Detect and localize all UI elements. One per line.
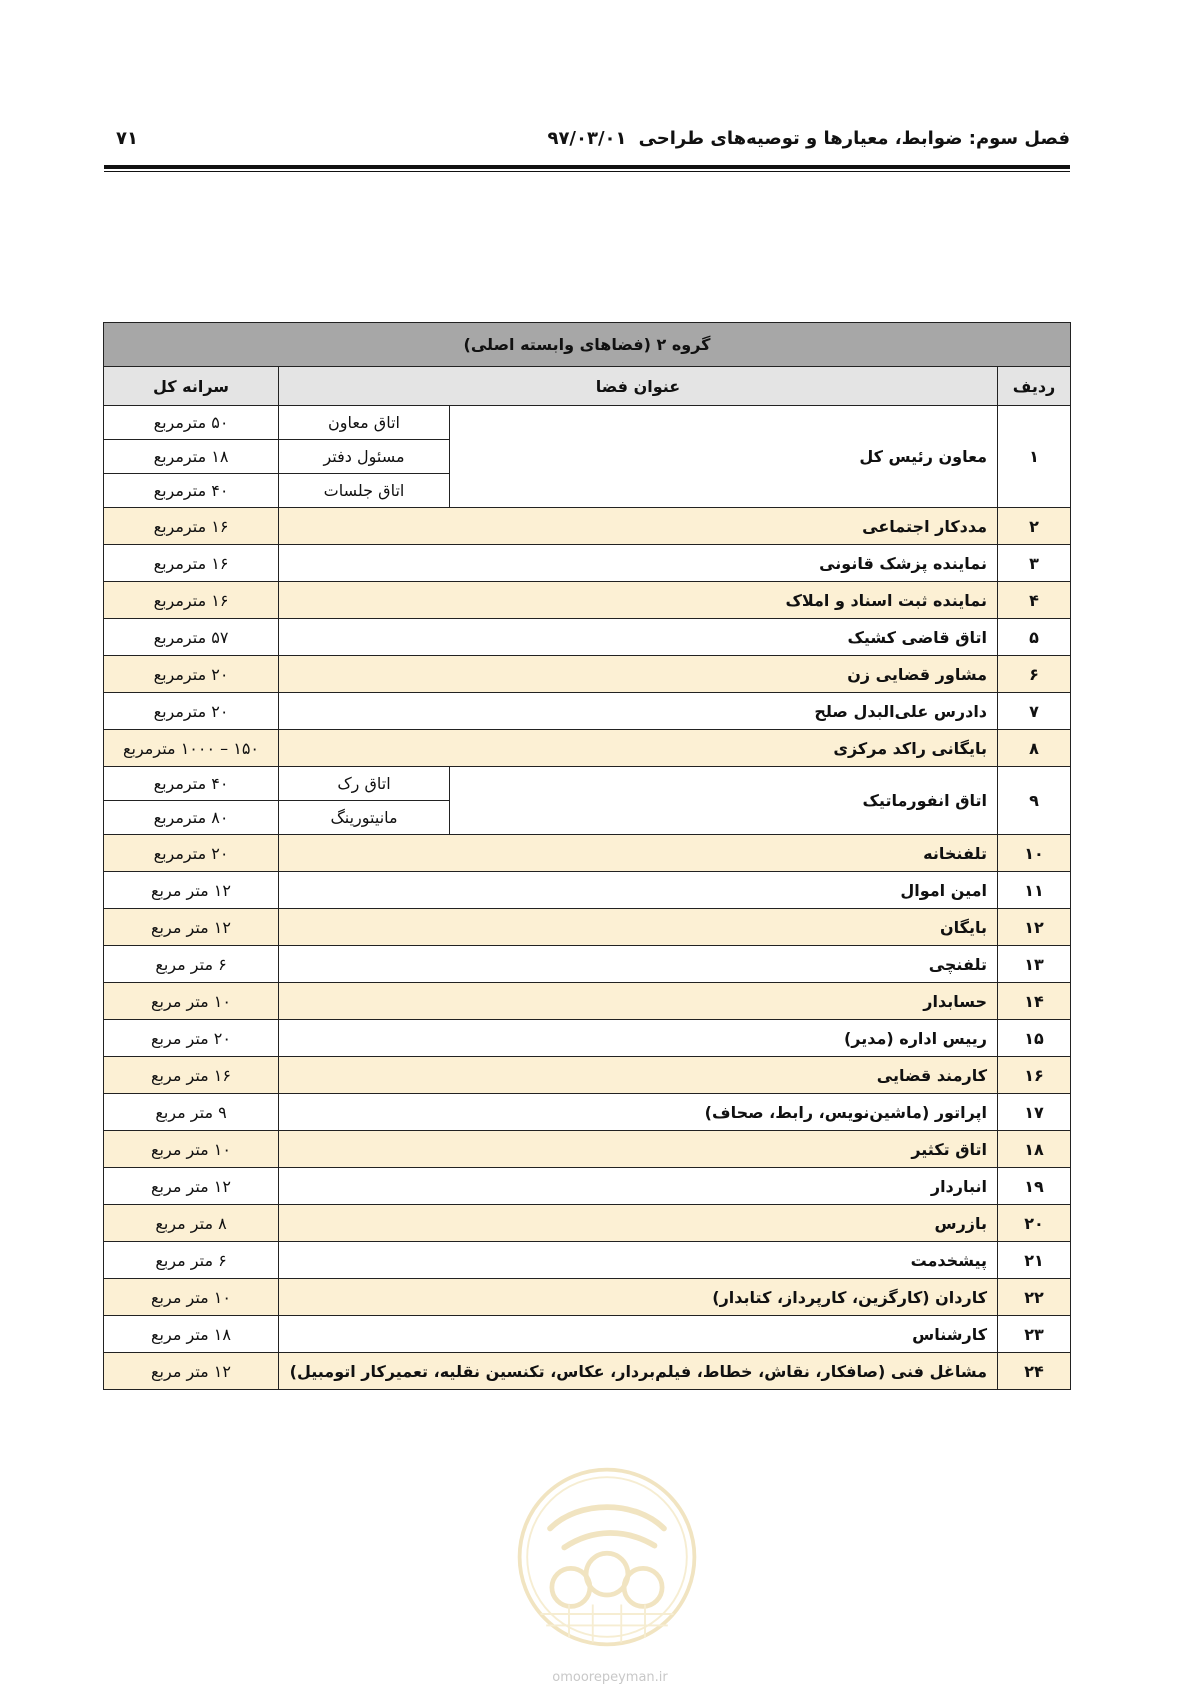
table-row	[104, 619, 1071, 656]
table-row	[104, 730, 1071, 767]
space-title: کارشناس	[279, 1316, 998, 1353]
area-value: ۲۰ مترمربع	[104, 835, 279, 872]
space-title: بازرس	[279, 1205, 998, 1242]
row-number: ۸	[998, 730, 1071, 767]
document-date: ۹۷/۰۳/۰۱	[547, 128, 627, 149]
space-title: مشاور قضایی زن	[279, 656, 998, 693]
table-row	[104, 1094, 1071, 1131]
row-number: ۲۴	[998, 1353, 1071, 1390]
table-row	[104, 545, 1071, 582]
space-title: معاون رئیس کل	[450, 406, 998, 508]
row-number: ۱۷	[998, 1094, 1071, 1131]
space-title: تلفنچی	[279, 946, 998, 983]
area-value: ۸ متر مربع	[104, 1205, 279, 1242]
space-requirements-table	[103, 322, 1071, 1390]
sub-space-title: اتاق معاون	[279, 406, 450, 440]
area-value: ۲۰ متر مربع	[104, 1020, 279, 1057]
space-title: کاردان (کارگزین، کارپرداز، کتابدار)	[279, 1279, 998, 1316]
space-title: دادرس علی‌البدل صلح	[279, 693, 998, 730]
space-title: اپراتور (ماشین‌نویس، رابط، صحاف)	[279, 1094, 998, 1131]
table-row	[104, 1353, 1071, 1390]
header-rule-thin	[104, 171, 1070, 172]
area-value: ۱۸ مترمربع	[104, 440, 279, 474]
row-number: ۴	[998, 582, 1071, 619]
table-row	[104, 693, 1071, 730]
area-value: ۱۸ متر مربع	[104, 1316, 279, 1353]
space-title: اتاق تکثیر	[279, 1131, 998, 1168]
sub-space-title: اتاق جلسات	[279, 474, 450, 508]
area-value: ۶ متر مربع	[104, 1242, 279, 1279]
space-title: امین اموال	[279, 872, 998, 909]
area-value: ۱۰ متر مربع	[104, 1131, 279, 1168]
table-row	[104, 946, 1071, 983]
row-number: ۱۰	[998, 835, 1071, 872]
table-row	[104, 1168, 1071, 1205]
table-row	[104, 656, 1071, 693]
area-value: ۱۲ متر مربع	[104, 1168, 279, 1205]
row-number: ۱۴	[998, 983, 1071, 1020]
row-number: ۲۳	[998, 1316, 1071, 1353]
row-number: ۷	[998, 693, 1071, 730]
space-title: بایگانی راکد مرکزی	[279, 730, 998, 767]
area-value: ۱۶ مترمربع	[104, 508, 279, 545]
space-title: تلفنخانه	[279, 835, 998, 872]
space-title: پیشخدمت	[279, 1242, 998, 1279]
area-value: ۵۷ مترمربع	[104, 619, 279, 656]
row-number: ۵	[998, 619, 1071, 656]
row-number: ۲۰	[998, 1205, 1071, 1242]
table-row	[104, 508, 1071, 545]
area-value: ۱۲ متر مربع	[104, 909, 279, 946]
table-row	[104, 1205, 1071, 1242]
table-body	[104, 406, 1071, 1390]
row-number: ۱۸	[998, 1131, 1071, 1168]
omoorepeyman-logo-watermark	[512, 1462, 702, 1652]
page-number: ۷۱	[116, 128, 138, 149]
table-row	[104, 1057, 1071, 1094]
page-header	[104, 128, 1070, 154]
column-header-space-title: عنوان فضا	[279, 367, 998, 406]
row-number: ۲۱	[998, 1242, 1071, 1279]
row-number: ۳	[998, 545, 1071, 582]
area-value: ۴۰ مترمربع	[104, 767, 279, 801]
space-title: کارمند قضایی	[279, 1057, 998, 1094]
row-number: ۱۹	[998, 1168, 1071, 1205]
area-value: ۴۰ مترمربع	[104, 474, 279, 508]
column-header-row-number: ردیف	[998, 367, 1071, 406]
row-number: ۲۲	[998, 1279, 1071, 1316]
area-value: ۱۵۰ – ۱۰۰۰ مترمربع	[104, 730, 279, 767]
table-row	[104, 872, 1071, 909]
area-value: ۱۲ متر مربع	[104, 1353, 279, 1390]
table-row	[104, 909, 1071, 946]
row-number: ۶	[998, 656, 1071, 693]
area-value: ۲۰ مترمربع	[104, 656, 279, 693]
table-row	[104, 983, 1071, 1020]
table-row	[104, 1131, 1071, 1168]
row-number: ۱	[998, 406, 1071, 508]
area-value: ۶ متر مربع	[104, 946, 279, 983]
area-value: ۱۶ مترمربع	[104, 545, 279, 582]
space-title: نماینده ثبت اسناد و املاک	[279, 582, 998, 619]
group-title: گروه ۲ (فضاهای وابسته اصلی)	[104, 323, 1071, 367]
table-row	[104, 835, 1071, 872]
table-row	[104, 1242, 1071, 1279]
space-title: رییس اداره (مدیر)	[279, 1020, 998, 1057]
row-number: ۲	[998, 508, 1071, 545]
area-value: ۹ متر مربع	[104, 1094, 279, 1131]
row-number: ۱۵	[998, 1020, 1071, 1057]
sub-space-title: مسئول دفتر	[279, 440, 450, 474]
table-row	[104, 1316, 1071, 1353]
row-number: ۱۳	[998, 946, 1071, 983]
table-row	[104, 767, 1071, 801]
space-title: اتاق قاضی کشیک	[279, 619, 998, 656]
space-title: انباردار	[279, 1168, 998, 1205]
website-watermark: omoorepeyman.ir	[552, 1670, 668, 1685]
row-number: ۹	[998, 767, 1071, 835]
table-row	[104, 406, 1071, 440]
area-value: ۸۰ مترمربع	[104, 801, 279, 835]
area-value: ۱۶ مترمربع	[104, 582, 279, 619]
space-title: مددکار اجتماعی	[279, 508, 998, 545]
table-row	[104, 1279, 1071, 1316]
space-title: نماینده پزشک قانونی	[279, 545, 998, 582]
space-title: حسابدار	[279, 983, 998, 1020]
area-value: ۱۰ متر مربع	[104, 983, 279, 1020]
area-value: ۲۰ مترمربع	[104, 693, 279, 730]
row-number: ۱۱	[998, 872, 1071, 909]
column-header-area: سرانه کل	[104, 367, 279, 406]
sub-space-title: اتاق رک	[279, 767, 450, 801]
area-value: ۵۰ مترمربع	[104, 406, 279, 440]
row-number: ۱۲	[998, 909, 1071, 946]
space-title: اتاق انفورماتیک	[450, 767, 998, 835]
area-value: ۱۶ متر مربع	[104, 1057, 279, 1094]
space-title: مشاغل فنی (صافکار، نقاش، خطاط، فیلم‌بردار، عکاس، تکنسین نقلیه، تعمیرکار اتومبیل)	[279, 1353, 998, 1390]
header-rule-thick	[104, 165, 1070, 169]
area-value: ۱۰ متر مربع	[104, 1279, 279, 1316]
row-number: ۱۶	[998, 1057, 1071, 1094]
table-row	[104, 582, 1071, 619]
area-value: ۱۲ متر مربع	[104, 872, 279, 909]
chapter-title: فصل سوم: ضوابط، معیارها و توصیه‌های طراحی	[638, 128, 1070, 149]
sub-space-title: مانیتورینگ	[279, 801, 450, 835]
space-title: بایگان	[279, 909, 998, 946]
table-row	[104, 1020, 1071, 1057]
